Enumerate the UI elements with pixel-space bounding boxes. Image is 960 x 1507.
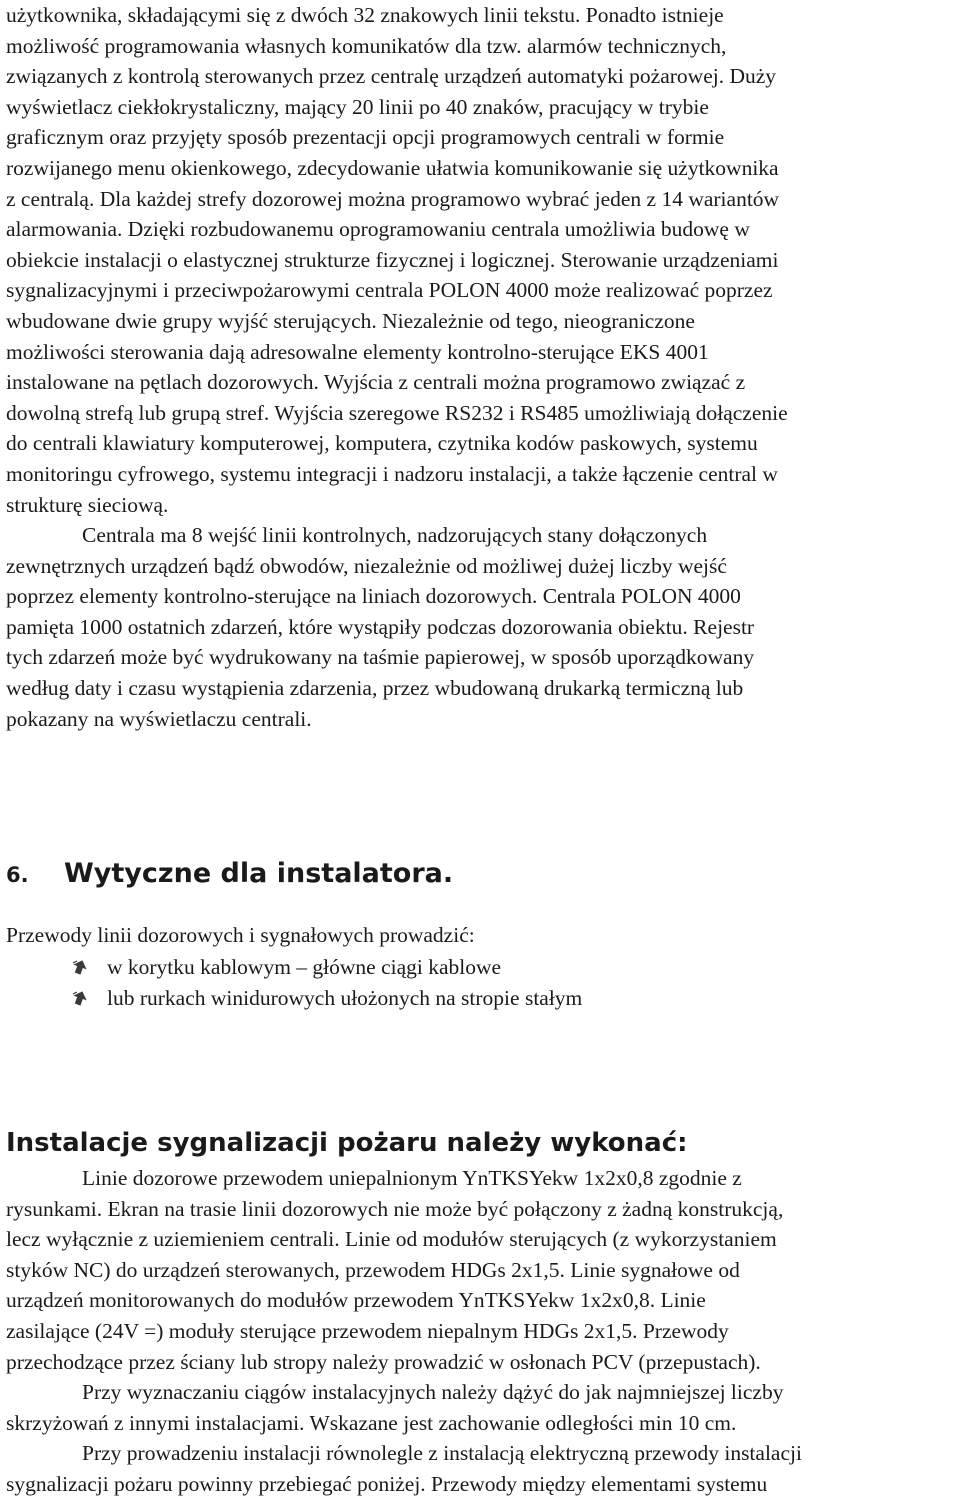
list-item xyxy=(71,983,582,1014)
bullet-text: w korytku kablowym – główne ciągi kablowe xyxy=(107,955,502,979)
installation-body xyxy=(6,1163,956,1500)
installation-heading: Instalacje sygnalizacji pożaru należy wykonać: xyxy=(6,1128,688,1158)
arrow-bullet-icon xyxy=(71,959,107,975)
second-paragraph-text: Centrala ma 8 wejść linii kontrolnych, nadzorujących stany dołączonych zewnętrznych urządzeń bądź obwodów, niezależnie od możliwej dużej liczby wejść poprzez elementy kontrolno-sterujące na liniach dozorowych. Centrala POLON 4000 pamięta 1000 ostatnich zdarzeń, które wystąpiły podczas dozorowania obiektu. Rejestr tych zdarzeń może być wydrukowany na taśmie papierowej, w sposób uporządkowany według daty i czasu wystąpienia zdarzenia, przez wbudowaną drukarką termiczną lub pokazany na wyświetlaczu centrali. xyxy=(6,523,755,731)
arrow-bullet-icon xyxy=(71,990,107,1006)
bullet-text: lub rurkach winidurowych ułożonych na stropie stałym xyxy=(107,985,583,1010)
list-item xyxy=(71,952,582,983)
section-6-number: 6. xyxy=(6,863,29,887)
bullet-list xyxy=(71,952,582,1013)
top-paragraph xyxy=(6,0,956,734)
section-6-heading xyxy=(6,858,453,889)
installation-paragraph-1: Linie dozorowe przewodem uniepalnionym YnTKSYekw 1x2x0,8 zgodnie z rysunkami. Ekran na trasie linii dozorowych nie może być połączony z żadną konstrukcją, lecz wyłącznie z uziemieniem centrali. Linie od modułów sterujących (z wykorzystaniem styków NC) do urządzeń sterowanych, przewodem HDGs 2x1,5. Linie sygnałowe od urządzeń monitorowanych do modułów przewodem YnTKSYekw 1x2x0,8. Linie zasilające (24V =) moduły sterujące przewodem niepalnym HDGs 2x1,5. Przewody przechodzące przez ściany lub stropy należy prowadzić w osłonach PCV (przepustach). xyxy=(6,1166,784,1374)
section-6-intro: Przewody linii dozorowych i sygnałowych prowadzić: xyxy=(6,923,475,947)
top-paragraph-text: użytkownika, składającymi się z dwóch 32 znakowych linii tekstu. Ponadto istnieje możliwość programowania własnych komunikatów dla tzw. alarmów technicznych, związanych z kontrolą sterowanych przez centralę urządzeń automatyki pożarowej. Duży wyświetlacz ciekłokrystaliczny, mający 20 linii po 40 znaków, pracujący w trybie graficznym oraz przyjęty sposób prezentacji opcji programowych centrali w formie rozwijanego menu okienkowego, zdecydowanie ułatwia komunikowanie się użytkownika z centralą. Dla każdej strefy dozorowej można programowo wybrać jeden z 14 wariantów alarmowania. Dzięki rozbudowanemu oprogramowaniu centrala umożliwia budowę w obiekcie instalacji o elastycznej strukturze fizycznej i logicznej. Sterowanie urządzeniami sygnalizacyjnymi i przeciwpożarowymi centrala POLON 4000 może realizować poprzez wbudowane dwie grupy wyjść sterujących. Niezależnie od tego, nieograniczone możliwości sterowania dają adresowalne elementy kontrolno-sterujące EKS 4001 instalowane na pętlach dozorowych. Wyjścia z centrali można programowo związać z dowolną strefą lub grupą stref. Wyjścia szeregowe RS232 i RS485 umożliwiają dołączenie do centrali klawiatury komputerowej, komputera, czytnika kodów paskowych, systemu monitoringu cyfrowego, systemu integracji i nadzoru instalacji, a także łączenie central w strukturę sieciową. xyxy=(6,3,788,517)
installation-paragraph-3: Przy prowadzeniu instalacji równolegle z instalacją elektryczną przewody instalacji sygnalizacji pożaru powinny przebiegać poniżej. Przewody między elementami systemu xyxy=(6,1441,802,1496)
section-6-title: Wytyczne dla instalatora. xyxy=(64,858,454,889)
installation-paragraph-2: Przy wyznaczaniu ciągów instalacyjnych należy dążyć do jak najmniejszej liczby skrzyżowań z innymi instalacjami. Wskazane jest zachowanie odległości min 10 cm. xyxy=(6,1380,784,1435)
